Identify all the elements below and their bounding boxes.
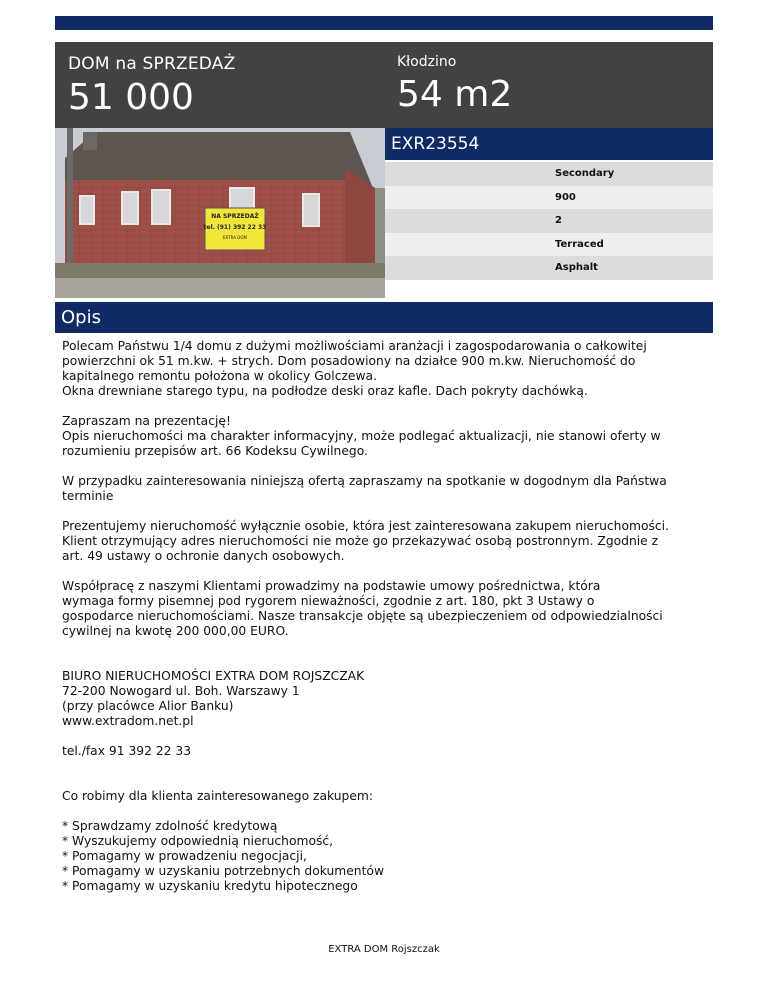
desc-line: terminie (62, 489, 114, 503)
header-right (397, 54, 512, 117)
desc-line: W przypadku zainteresowania niniejszą ofertą zapraszamy na spotkanie w dogodnym dla Państwa (62, 474, 667, 488)
services-list (62, 819, 710, 894)
section-header-opis (55, 302, 713, 333)
service-item: * Sprawdzamy zdolność kredytową (62, 819, 278, 833)
attribute-row (385, 256, 713, 280)
desc-line: cywilnej na kwotę 200 000,00 EURO. (62, 624, 289, 638)
office-name: BIURO NIERUCHOMOŚCI EXTRA DOM ROJSZCZAK (62, 669, 365, 683)
listing-city: Kłodzino (397, 54, 457, 70)
section-title: Opis (61, 307, 101, 328)
attribute-value: Secondary (555, 168, 615, 180)
desc-line: Polecam Państwu 1/4 domu z dużymi możliwościami aranżacji i zagospodarowania o całkowitej (62, 339, 647, 353)
desc-paragraph-4 (62, 519, 710, 564)
services-intro-text: Co robimy dla klienta zainteresowanego zakupem: (62, 789, 374, 803)
office-phone (62, 744, 710, 759)
desc-line: Okna drewniane starego typu, na podłodze deski oraz kafle. Dach pokryty dachówką. (62, 384, 588, 398)
reference-number: EXR23554 (391, 134, 480, 154)
office-address: 72-200 Nowogard ul. Boh. Warszawy 1 (62, 684, 300, 698)
sign-text-1: NA SPRZEDAŻ (211, 213, 259, 220)
service-item: * Pomagamy w prowadzeniu negocjacji, (62, 849, 307, 863)
desc-paragraph-1 (62, 339, 710, 399)
desc-line: rozumieniu przepisów art. 66 Kodeksu Cywilnego. (62, 444, 368, 458)
property-photo (55, 128, 385, 298)
top-accent-bar (55, 16, 713, 30)
service-item: * Pomagamy w uzyskaniu kredytu hipotecznego (62, 879, 358, 893)
desc-line: powierzchni ok 51 m.kw. + strych. Dom posadowiony na działce 900 m.kw. Nieruchomość do (62, 354, 636, 368)
office-website: www.extradom.net.pl (62, 714, 194, 728)
sign-text-2: tel. (91) 392 22 33 (203, 224, 267, 231)
attribute-value: Asphalt (555, 262, 598, 274)
reference-bar (385, 128, 713, 160)
listing-header (55, 42, 713, 128)
desc-line: art. 49 ustawy o ochronie danych osobowych. (62, 549, 345, 563)
desc-paragraph-5 (62, 579, 710, 639)
attribute-row (385, 186, 713, 210)
description (62, 339, 710, 894)
attribute-row (385, 233, 713, 257)
desc-paragraph-3 (62, 474, 710, 504)
office-info (62, 669, 710, 729)
service-item: * Pomagamy w uzyskaniu potrzebnych dokumentów (62, 864, 385, 878)
services-intro (62, 789, 710, 804)
desc-line: wymaga formy pisemnej pod rygorem nieważności, zgodnie z art. 180, pkt 3 Ustawy o (62, 594, 595, 608)
listing-area: 54 m2 (397, 74, 513, 115)
attribute-row (385, 209, 713, 233)
listing-price: 51 000 (68, 77, 194, 118)
attribute-value: Terraced (555, 238, 604, 250)
desc-line: gospodarce nieruchomościami. Nasze transakcje objęte są ubezpieczeniem od odpowiedzialności (62, 609, 663, 623)
desc-line: Współpracę z naszymi Klientami prowadzimy na podstawie umowy pośrednictwa, która (62, 579, 601, 593)
desc-line: Zapraszam na prezentację! (62, 414, 231, 428)
service-item: * Wyszukujemy odpowiednią nieruchomość, (62, 834, 334, 848)
desc-line: Prezentujemy nieruchomość wyłącznie osobie, która jest zainteresowana zakupem nieruchomości. (62, 519, 669, 533)
attribute-value: 900 (555, 191, 576, 203)
attribute-row (385, 162, 713, 186)
listing-type: DOM na SPRZEDAŻ (68, 54, 236, 74)
desc-line: Opis nieruchomości ma charakter informacyjny, może podlegać aktualizacji, nie stanowi oferty w (62, 429, 661, 443)
desc-line: kapitalnego remontu położona w okolicy Golczewa. (62, 369, 377, 383)
attributes-table (385, 162, 713, 280)
phone-text: tel./fax 91 392 22 33 (62, 744, 192, 758)
sign-text-3: EXTRA DOM (223, 235, 247, 240)
attribute-value: 2 (555, 215, 562, 227)
office-note: (przy placówce Alior Banku) (62, 699, 234, 713)
header-left (68, 54, 235, 120)
page-footer: EXTRA DOM Rojszczak (328, 944, 440, 955)
desc-line: Klient otrzymujący adres nieruchomości nie może go przekazywać osobą postronnym. Zgodnie z (62, 534, 659, 548)
desc-paragraph-2 (62, 414, 710, 459)
